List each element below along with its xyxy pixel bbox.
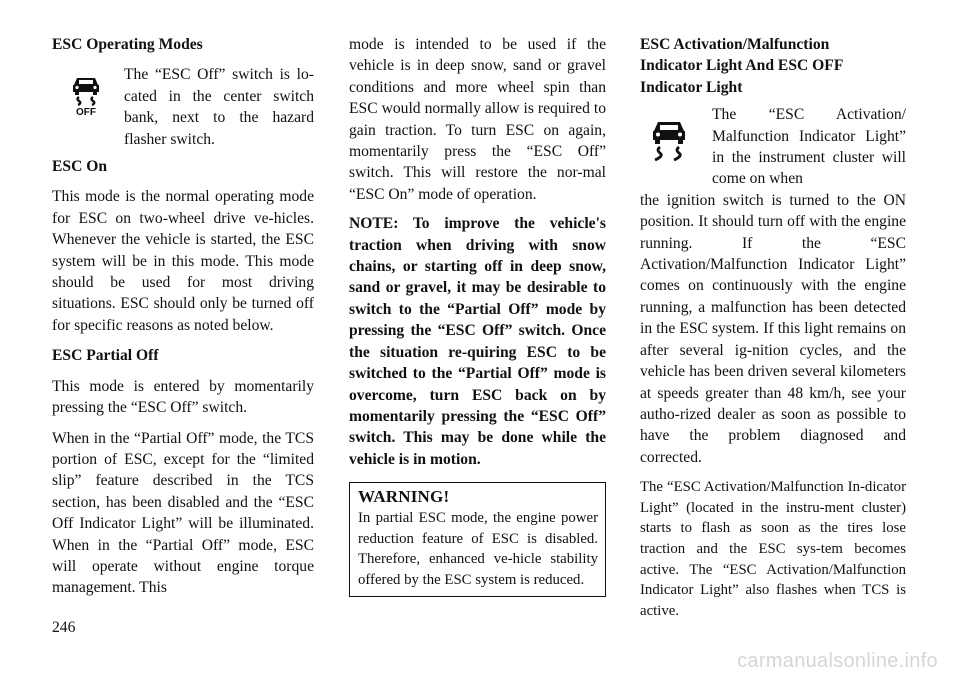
heading-esc-on: ESC On <box>52 158 108 176</box>
esc-on-text: This mode is the normal operating mode for ESC on two-wheel drive ve-hicles. Whenever the vehicle is started, the ESC system will be in this mode. This mode should be used for most driving situations. ESC should only be turned off for specific reasons as noted below. <box>52 188 314 334</box>
heading-esc-indicator-lights: ESC Activation/Malfunction Indicator Light And ESC OFF Indicator Light <box>640 36 843 96</box>
esc-activation-icon <box>640 104 712 166</box>
esc-off-switch-text: The “ESC Off” switch is lo-cated in the center switch bank, next to the hazard flasher switch. <box>124 66 314 148</box>
warning-title: WARNING! <box>358 487 450 507</box>
esc-activation-text-1: the ignition switch is turned to the ON position. It should turn off with the engine running. If the “ESC Activation/Malfunction Indicator Light” comes on continuously with the engine running, a malfunction has been detected in the ESC system. If this light remains on after several ig-nition cycles, and the vehicle has been driven several kilometers at speeds greater than 48 km/h, see your autho-rized dealer as soon as possible to have the problem diagnosed and corrected. <box>640 191 906 466</box>
esc-activation-text-2: The “ESC Activation/Malfunction In-dicator Light” (located in the instru-ment cluster) starts to flash as soon as the tires lose traction and the ESC sys-tem becomes active. The “ESC Activation/Malfunction Indicator Light” also flashes when TCS is active. <box>640 479 906 619</box>
column-2 <box>349 34 606 597</box>
traction-note: NOTE: To improve the vehicle's traction when driving with snow chains, or starting off in deep snow, sand or gravel, it may be desirable to switch to the “Partial Off” mode by pressing the “ESC Off” switch. Once the situation re-quiring ESC to be switched to the “Partial Off” mode is overcome, turn ESC back on by momentarily pressing the “ESC Off” switch. This may be done while the vehicle is in motion. <box>349 215 606 468</box>
warning-box <box>349 482 606 597</box>
heading-esc-partial-off: ESC Partial Off <box>52 347 159 365</box>
heading-esc-operating-modes: ESC Operating Modes <box>52 36 203 53</box>
esc-activation-intro-text: The “ESC Activation/ Malfunction Indicator Light” in the instrument cluster will come on when <box>712 106 906 188</box>
partial-off-continued-text: mode is intended to be used if the vehicle is in deep snow, sand or gravel conditions and more wheel spin than ESC would normally allow is required to gain traction. To turn ESC on again, momentarily press the “ESC Off” switch. This will restore the nor-mal “ESC On” mode of operation. <box>349 36 606 203</box>
page-number: 246 <box>52 619 76 636</box>
esc-partial-off-text-2: When in the “Partial Off” mode, the TCS portion of ESC, except for the “limited slip” feature described in the TCS section, has been disabled and the “ESC Off Indicator Light” will be illuminated. When in the “Partial Off” mode, ESC will operate without engine torque management. This <box>52 429 314 597</box>
esc-off-icon <box>52 64 124 116</box>
column-1 <box>52 34 314 599</box>
esc-off-block <box>52 64 314 150</box>
watermark: carmanualsonline.info <box>737 649 938 672</box>
column-3 <box>640 34 906 621</box>
esc-off-icon-label: OFF <box>76 107 96 117</box>
esc-activation-block <box>640 104 906 190</box>
esc-partial-off-text-1: This mode is entered by momentarily pressing the “ESC Off” switch. <box>52 377 314 417</box>
warning-text: In partial ESC mode, the engine power reduction feature of ESC is disabled. Therefore, enhanced ve-hicle stability offered by the ESC system is reduced. <box>358 510 598 588</box>
